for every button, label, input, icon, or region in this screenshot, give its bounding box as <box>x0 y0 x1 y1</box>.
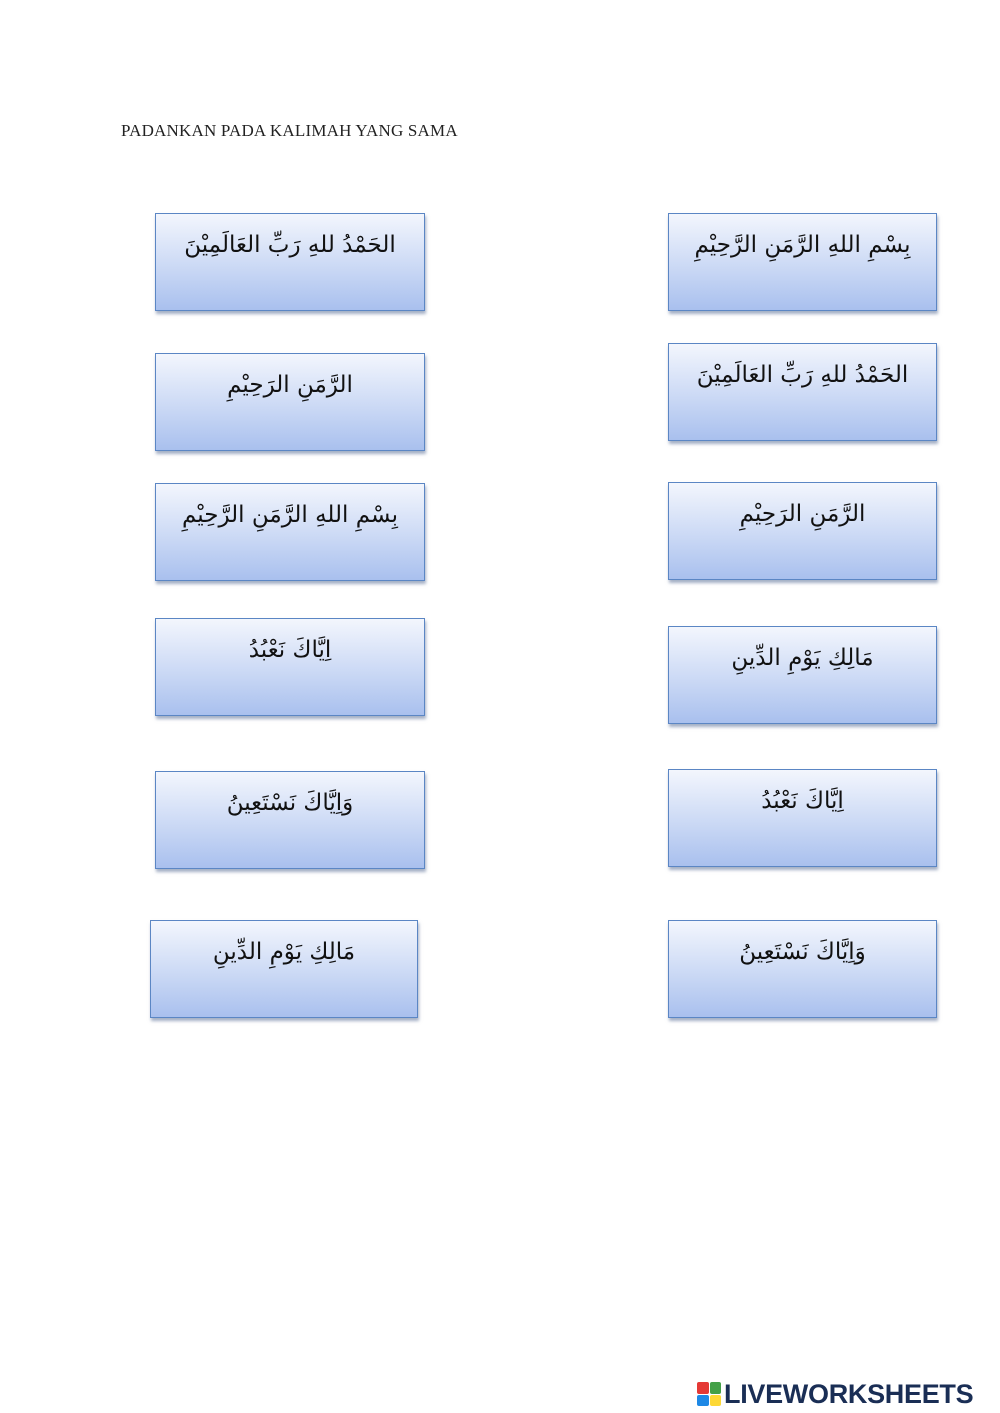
right-card-4[interactable] <box>668 626 937 724</box>
right-card-6[interactable] <box>668 920 937 1018</box>
right-card-6-text: وَاِيَّاكَ نَسْتَعِينُ <box>739 939 866 965</box>
right-card-4-text: مَالِكِ يَوْمِ الدِّينِ <box>731 645 874 671</box>
right-card-3-text: الرَّمَنِ الرَحِيْمِ <box>739 501 866 527</box>
left-card-6-text: مَالِكِ يَوْمِ الدِّينِ <box>212 939 356 965</box>
left-card-4-text: اِيَّاكَ نَعْبُدُ <box>248 637 332 663</box>
left-card-4[interactable] <box>155 618 425 716</box>
left-card-5-text: وَاِيَّاكَ نَسْتَعِينُ <box>226 790 354 816</box>
badge-square-green <box>710 1382 722 1394</box>
badge-square-red <box>697 1382 709 1394</box>
right-card-2-text: الحَمْدُ للهِ رَبِّ العَالَمِيْنَ <box>696 362 909 388</box>
left-card-5[interactable] <box>155 771 425 869</box>
left-card-6[interactable] <box>150 920 418 1018</box>
left-card-2[interactable] <box>155 353 425 451</box>
liveworksheets-badge-icon <box>697 1382 721 1406</box>
right-card-2[interactable] <box>668 343 937 441</box>
left-card-1-text: الحَمْدُ للهِ رَبِّ العَالَمِيْنَ <box>184 232 396 258</box>
instruction-heading: PADANKAN PADA KALIMAH YANG SAMA <box>121 121 458 140</box>
left-card-1[interactable] <box>155 213 425 311</box>
left-card-2-text: الرَّمَنِ الرَحِيْمِ <box>227 372 353 398</box>
right-card-1-text: بِسْمِ اللهِ الرَّمَنِ الرَّحِيْمِ <box>694 232 911 258</box>
badge-square-yellow <box>710 1395 722 1407</box>
right-card-5-text: اِيَّاكَ نَعْبُدُ <box>761 788 844 814</box>
left-card-3[interactable] <box>155 483 425 581</box>
badge-square-blue <box>697 1395 709 1407</box>
right-card-3[interactable] <box>668 482 937 580</box>
liveworksheets-logo <box>697 1379 973 1409</box>
liveworksheets-logo-text: LIVEWORKSHEETS <box>724 1378 974 1409</box>
right-card-5[interactable] <box>668 769 937 867</box>
left-card-3-text: بِسْمِ اللهِ الرَّمَنِ الرَّحِيْمِ <box>182 502 398 528</box>
right-card-1[interactable] <box>668 213 937 311</box>
